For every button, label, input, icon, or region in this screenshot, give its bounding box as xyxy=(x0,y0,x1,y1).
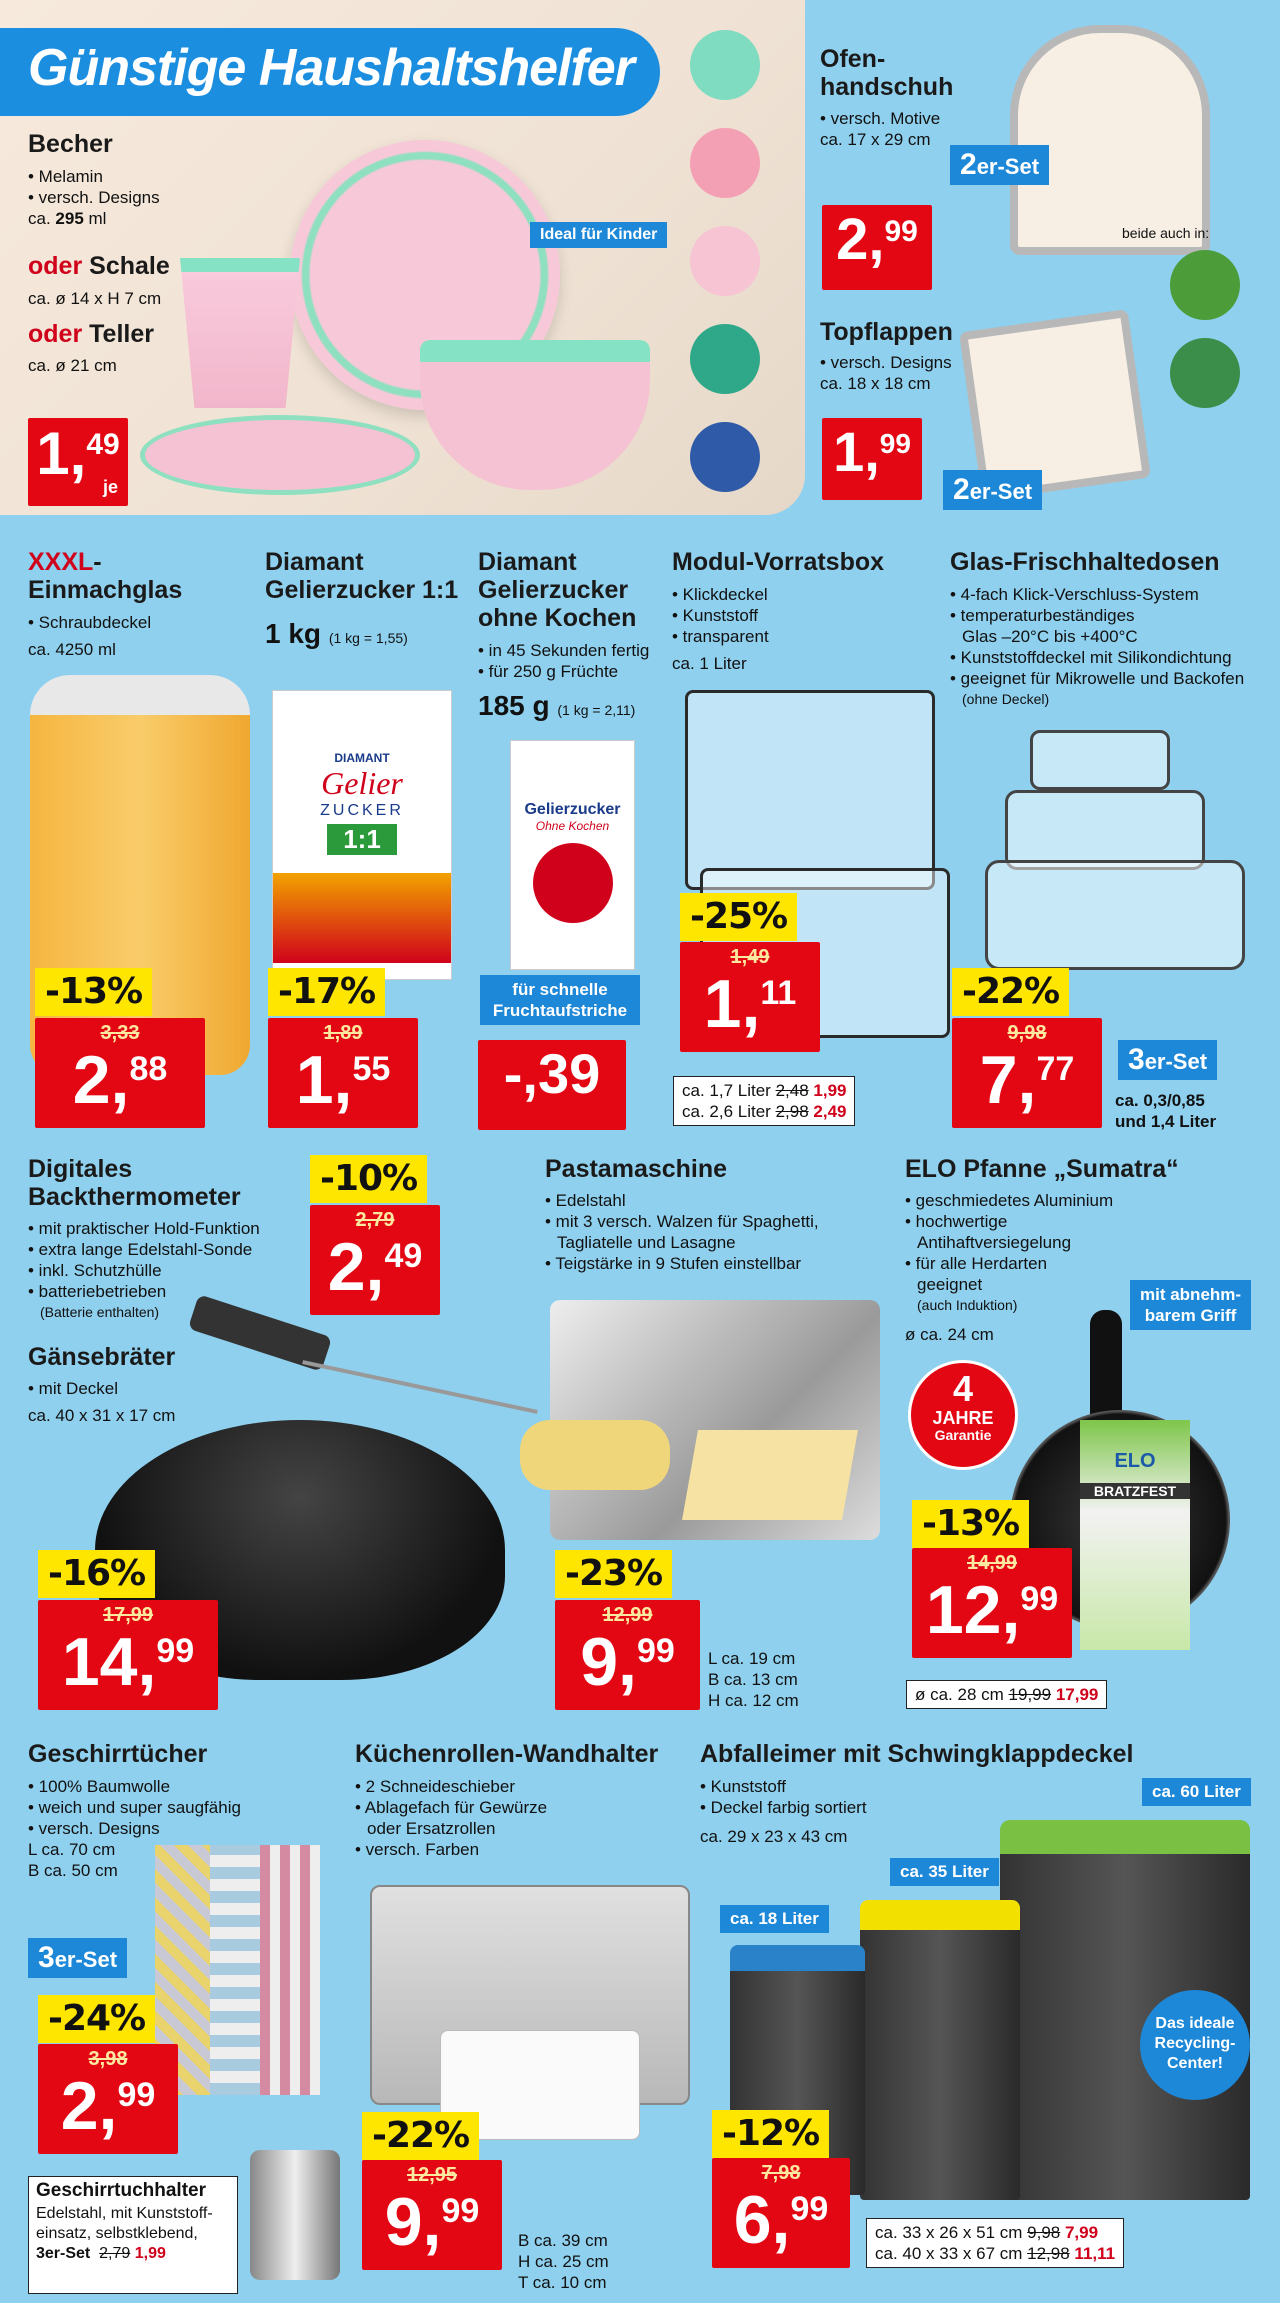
gelier1-package-sub: ZUCKER xyxy=(320,802,404,819)
modul-line: • transparent xyxy=(672,627,769,646)
modul-line: • Klickdeckel xyxy=(672,585,768,604)
ofen-price: 2, 99 xyxy=(822,205,932,290)
pasta-line: • mit 3 versch. Walzen für Spaghetti, xyxy=(545,1212,819,1231)
einmach-title: XXXL- xyxy=(28,548,102,576)
tuch-line: L ca. 70 cm xyxy=(28,1840,116,1859)
pasta-dim-line: L ca. 19 cm xyxy=(708,1649,796,1668)
glas-line: (ohne Deckel) xyxy=(962,691,1050,707)
glas-details xyxy=(950,584,1244,710)
glas-small-image xyxy=(1030,730,1170,790)
einmach-details xyxy=(28,612,151,660)
thermo-price: 2,79 2, 49 xyxy=(310,1205,440,1315)
pasta-dough-image xyxy=(682,1430,858,1520)
recycling-line: Recycling- xyxy=(1154,2035,1236,2052)
ofen-details xyxy=(820,108,940,150)
einmach-line: • Schraubdeckel xyxy=(28,613,152,632)
gelier1-fruit-image xyxy=(273,873,451,963)
gelier2-details xyxy=(478,640,649,682)
kuechen-line: • versch. Farben xyxy=(355,1840,480,1859)
gelier2-package-name: Gelierzucker xyxy=(524,801,621,818)
kuechen-line: oder Ersatzrollen xyxy=(367,1819,496,1838)
abfall-line: ca. 29 x 23 x 43 cm xyxy=(700,1827,848,1846)
topf-details xyxy=(820,352,952,394)
ofen-line: • versch. Motive xyxy=(820,109,941,128)
thermo-line: • batteriebetrieben xyxy=(28,1282,167,1301)
gelier1-package-image xyxy=(272,690,452,980)
becher-line: • versch. Designs xyxy=(28,188,160,207)
kuechen-line: • 2 Schneideschieber xyxy=(355,1777,515,1796)
gelier2-package-image xyxy=(510,740,635,970)
gelier1-brand: DIAMANT xyxy=(334,751,390,765)
bin-60-badge: ca. 60 Liter xyxy=(1142,1778,1251,1806)
kuechen-dim-line: B ca. 39 cm xyxy=(518,2231,608,2250)
holder-price-line: 3er-Set 2,79 1,99 xyxy=(36,2245,166,2262)
bin-18-badge: ca. 18 Liter xyxy=(720,1905,829,1933)
glas-discount: -22% xyxy=(952,968,1069,1016)
gelier2-title-1: Diamant xyxy=(478,548,577,576)
gelier2-jam-image xyxy=(533,843,613,923)
gans-title: Gänsebräter xyxy=(28,1343,176,1371)
holder-line: einsatz, selbstklebend, xyxy=(36,2225,198,2242)
schale-title: oder Schale xyxy=(28,252,170,280)
pasta-dim-line: H ca. 12 cm xyxy=(708,1691,799,1710)
beide-note: beide auch in: xyxy=(1122,225,1210,241)
gelier1-title-1: Diamant xyxy=(265,548,364,576)
pasta-price: 12,99 9, 99 xyxy=(555,1600,700,1710)
einmach-title-2: Einmachglas xyxy=(28,576,183,604)
recycling-line: Center! xyxy=(1166,2055,1223,2072)
pfanne-title: ELO Pfanne „Sumatra“ xyxy=(905,1155,1179,1183)
kuechen-dim-line: H ca. 25 cm xyxy=(518,2252,609,2271)
ofen-set-badge: 2er-Set xyxy=(950,145,1049,185)
modul-discount: -25% xyxy=(680,893,797,941)
becher-title: Becher xyxy=(28,130,113,158)
gelier2-title-3: ohne Kochen xyxy=(478,604,637,632)
kuechen-price: 12,95 9, 99 xyxy=(362,2160,502,2270)
modul-box-tall-image xyxy=(685,690,935,890)
towel-3-image xyxy=(260,1845,320,2095)
pfanne-griff-badge: mit abnehm- barem Griff xyxy=(1130,1280,1251,1330)
page-title: Günstige Haushaltshelfer xyxy=(28,39,634,97)
topf-line: ca. 18 x 18 cm xyxy=(820,374,931,393)
topf-set-badge: 2er-Set xyxy=(943,470,1042,510)
pfanne-price: 14,99 12, 99 xyxy=(912,1548,1072,1658)
pasta-title: Pastamaschine xyxy=(545,1155,728,1183)
gelier2-price: -,39 xyxy=(478,1040,626,1130)
pfanne-details xyxy=(905,1190,1113,1345)
pasta-line: Tagliatelle und Lasagne xyxy=(557,1233,736,1252)
ornament-5-image xyxy=(690,422,760,492)
tuch-line: • versch. Designs xyxy=(28,1819,160,1838)
ornament-4-image xyxy=(690,324,760,394)
teller-title: oder Teller xyxy=(28,320,154,348)
ornament-1-image xyxy=(690,30,760,100)
gelier2-line: • in 45 Sekunden fertig xyxy=(478,641,650,660)
thermo-line: • extra lange Edelstahl-Sonde xyxy=(28,1240,253,1259)
tuch-set-badge: 3er-Set xyxy=(28,1938,127,1978)
einmach-discount: -13% xyxy=(35,968,152,1016)
pfanne-line: • hochwertige xyxy=(905,1212,1008,1231)
gans-details xyxy=(28,1378,175,1426)
ofen-title-1: Ofen- xyxy=(820,45,886,73)
thermo-line: • mit praktischer Hold-Funktion xyxy=(28,1219,260,1238)
pfanne-line: geeignet xyxy=(917,1275,983,1294)
pasta-details xyxy=(545,1190,819,1274)
pasta-dim-line: B ca. 13 cm xyxy=(708,1670,798,1689)
plate-front-image xyxy=(140,415,420,495)
holder-details xyxy=(36,2204,213,2264)
pan-label-text: BRATZFEST xyxy=(1080,1483,1190,1499)
kuechen-details xyxy=(355,1776,547,1860)
guarantee-years: 4 xyxy=(952,1368,974,1409)
modul-details xyxy=(672,584,769,674)
glas-line: • Kunststoffdeckel mit Silikondichtung xyxy=(950,648,1232,667)
gelier2-title-2: Gelierzucker xyxy=(478,576,629,604)
pfanne-line: (auch Induktion) xyxy=(917,1297,1018,1313)
ofen-title-2: handschuh xyxy=(820,73,954,101)
thermometer-probe-image xyxy=(302,1360,538,1414)
kuechen-title: Küchenrollen-Wandhalter xyxy=(355,1740,659,1768)
gelier1-discount: -17% xyxy=(268,968,385,1016)
gans-price: 17,99 14, 99 xyxy=(38,1600,218,1710)
holder-line: Edelstahl, mit Kunststoff- xyxy=(36,2205,213,2222)
glas-line: • temperaturbeständiges xyxy=(950,606,1135,625)
topf-price: 1, 99 xyxy=(822,418,922,500)
kuechen-line: • Ablagefach für Gewürze xyxy=(355,1798,548,1817)
glas-large-image xyxy=(985,860,1245,970)
tuch-price: 3,98 2, 99 xyxy=(38,2044,178,2154)
thermo-line: (Batterie enthalten) xyxy=(40,1304,160,1320)
abfall-price: 7,98 6, 99 xyxy=(712,2158,850,2268)
ideal-badge: Ideal für Kinder xyxy=(530,222,667,248)
glas-set-badge: 3er-Set xyxy=(1118,1040,1217,1080)
modul-size-compare: ca. 1,7 Liter 2,48 1,99 ca. 2,6 Liter 2,98 2,49 xyxy=(673,1076,855,1126)
pfanne-discount: -13% xyxy=(912,1500,1029,1548)
thermo-discount: -10% xyxy=(310,1155,427,1203)
modul-line: ca. 1 Liter xyxy=(672,654,747,673)
modul-price: 1,49 1, 11 xyxy=(680,942,820,1052)
gans-line: • mit Deckel xyxy=(28,1379,119,1398)
abfall-size-compare: ca. 33 x 26 x 51 cm 9,98 7,99 ca. 40 x 33 x 67 cm 12,98 11,11 xyxy=(866,2218,1124,2268)
topf-line: • versch. Designs xyxy=(820,353,952,372)
guarantee-unit: JAHRE xyxy=(932,1408,994,1428)
towel-holder-image xyxy=(250,2150,340,2280)
guarantee-badge xyxy=(908,1360,1018,1470)
kuechen-dimensions xyxy=(518,2230,609,2293)
schale-size: ca. ø 14 x H 7 cm xyxy=(28,289,162,308)
becher-volume: ca. 295 ml xyxy=(28,209,107,228)
ornament-3-image xyxy=(690,226,760,296)
modul-title: Modul-Vorratsbox xyxy=(672,548,885,576)
pfanne-size-compare: ø ca. 28 cm 19,99 17,99 xyxy=(906,1680,1107,1709)
holder-title: Geschirrtuchhalter xyxy=(36,2180,206,2201)
tuch-line: B ca. 50 cm xyxy=(28,1861,118,1880)
pfanne-line: ø ca. 24 cm xyxy=(905,1325,994,1344)
pasta-tagliatelle-image xyxy=(520,1420,670,1490)
kuechen-discount: -22% xyxy=(362,2112,479,2160)
bin-35-image xyxy=(860,1900,1020,2200)
gans-discount: -16% xyxy=(38,1550,155,1598)
tuch-title: Geschirrtücher xyxy=(28,1740,208,1768)
alt-motive-2-image xyxy=(1170,338,1240,408)
gelier2-weight: 185 g (1 kg = 2,11) xyxy=(478,690,636,721)
recycling-badge xyxy=(1140,1990,1250,2100)
glas-line: • 4-fach Klick-Verschluss-System xyxy=(950,585,1199,604)
pasta-discount: -23% xyxy=(555,1550,672,1598)
gelier1-package-name: Gelier xyxy=(321,765,403,801)
abfall-discount: -12% xyxy=(712,2110,829,2158)
glas-price: 9,98 7, 77 xyxy=(952,1018,1102,1128)
gelier2-package-sub: Ohne Kochen xyxy=(535,819,610,833)
abfall-line: • Kunststoff xyxy=(700,1777,786,1796)
pan-brand: ELO xyxy=(1114,1450,1156,1472)
pan-label-image xyxy=(1080,1420,1190,1650)
becher-price: 1, 49 je xyxy=(28,418,128,506)
glas-sizes xyxy=(1115,1090,1216,1132)
gelier2-line: • für 250 g Früchte xyxy=(478,662,619,681)
teller-size: ca. ø 21 cm xyxy=(28,356,117,375)
glas-size-line: ca. 0,3/0,85 xyxy=(1115,1091,1205,1110)
glas-size-line: und 1,4 Liter xyxy=(1115,1112,1217,1131)
einmach-price: 3,33 2, 88 xyxy=(35,1018,205,1128)
gans-line: ca. 40 x 31 x 17 cm xyxy=(28,1406,176,1425)
tuch-discount: -24% xyxy=(38,1995,155,2043)
guarantee-label: Garantie xyxy=(934,1427,992,1443)
abfall-line: • Deckel farbig sortiert xyxy=(700,1798,867,1817)
gelier1-price: 1,89 1, 55 xyxy=(268,1018,418,1128)
thermo-title-2: Backthermometer xyxy=(28,1183,241,1211)
glas-medium-image xyxy=(1005,790,1205,870)
pasta-line: • Teigstärke in 9 Stufen einstellbar xyxy=(545,1254,802,1273)
gelier1-weight: 1 kg (1 kg = 1,55) xyxy=(265,618,408,649)
abfall-details xyxy=(700,1776,867,1847)
gelier1-ratio: 1:1 xyxy=(327,824,397,855)
alt-motive-1-image xyxy=(1170,250,1240,320)
pasta-dimensions xyxy=(708,1648,799,1711)
thermo-title-1: Digitales xyxy=(28,1155,133,1183)
pasta-line: • Edelstahl xyxy=(545,1191,626,1210)
topf-title: Topflappen xyxy=(820,318,953,346)
becher-line: • Melamin xyxy=(28,167,103,186)
becher-details xyxy=(28,166,160,229)
glas-title: Glas-Frischhaltedosen xyxy=(950,548,1220,576)
recycling-line: Das ideale xyxy=(1155,2015,1235,2032)
ornament-2-image xyxy=(690,128,760,198)
thermo-line: • inkl. Schutzhülle xyxy=(28,1261,162,1280)
modul-line: • Kunststoff xyxy=(672,606,758,625)
glas-line: Glas –20°C bis +400°C xyxy=(962,627,1138,646)
kuechen-dim-line: T ca. 10 cm xyxy=(518,2273,607,2292)
glas-line: • geeignet für Mikrowelle und Backofen xyxy=(950,669,1245,688)
tuch-line: • weich und super saugfähig xyxy=(28,1798,241,1817)
gelier2-badge: für schnelle Fruchtaufstriche xyxy=(480,975,640,1025)
cup-image xyxy=(180,258,300,408)
pfanne-line: • für alle Herdarten xyxy=(905,1254,1048,1273)
abfall-title: Abfalleimer mit Schwingklappdeckel xyxy=(700,1740,1134,1768)
gelier1-title-2: Gelierzucker 1:1 xyxy=(265,576,459,604)
einmach-line: ca. 4250 ml xyxy=(28,640,116,659)
pfanne-line: Antihaftversiegelung xyxy=(917,1233,1072,1252)
tuch-line: • 100% Baumwolle xyxy=(28,1777,171,1796)
pfanne-line: • geschmiedetes Aluminium xyxy=(905,1191,1114,1210)
oven-mitt-image xyxy=(1010,25,1210,255)
bin-35-badge: ca. 35 Liter xyxy=(890,1858,999,1886)
ofen-line: ca. 17 x 29 cm xyxy=(820,130,931,149)
